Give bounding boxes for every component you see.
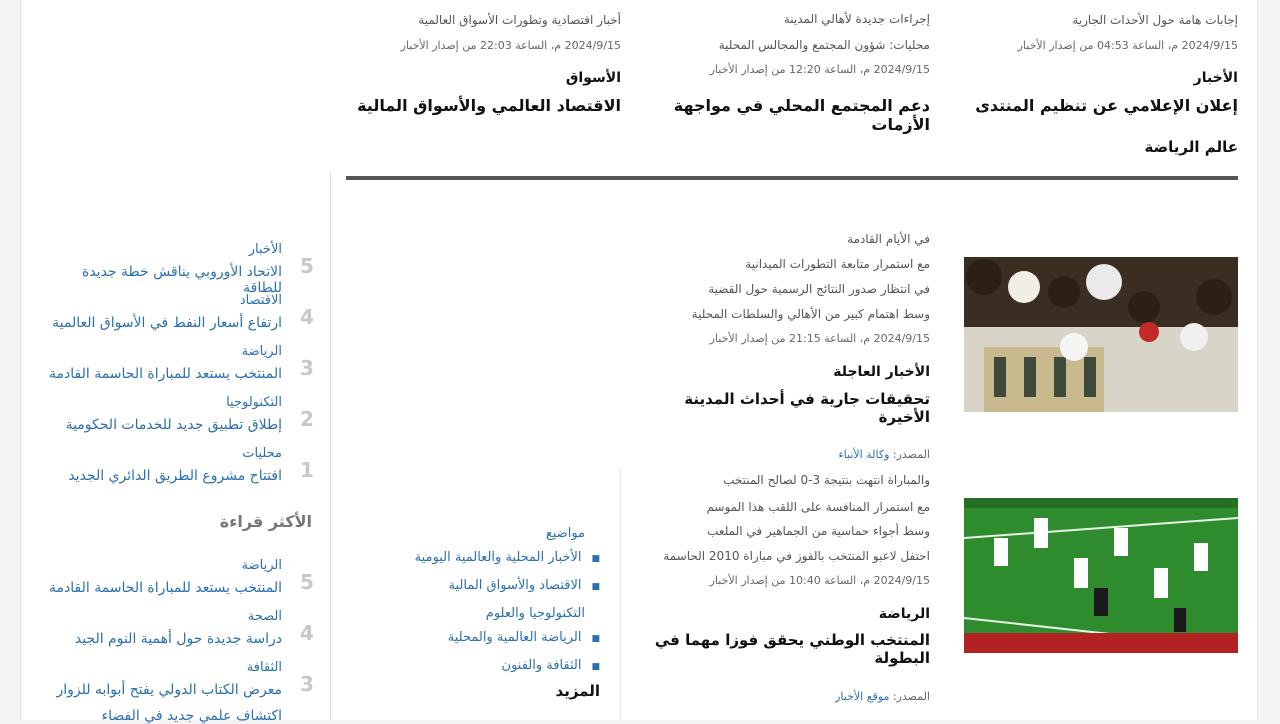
source-label: المصدر:: [892, 448, 930, 461]
tags-heading[interactable]: [380, 526, 585, 541]
rank-category[interactable]: محليات: [242, 446, 282, 461]
rank-number: 5: [300, 254, 314, 278]
feature-source: [640, 690, 930, 703]
article-kicker: الأخبار: [1193, 70, 1238, 86]
rank-number: 3: [300, 672, 314, 696]
rank-category[interactable]: الاقتصاد: [239, 293, 282, 308]
column-separator: [620, 468, 621, 720]
most-read-heading: الأكثر قراءة: [219, 512, 312, 531]
rank-category[interactable]: الصحة: [247, 609, 282, 624]
article-time: 2024/9/15 م، الساعة 04:53 من إصدار الأخبار: [1017, 39, 1238, 52]
feature-title[interactable]: المنتخب الوطني يحقق فوزا مهما في البطولة: [654, 631, 930, 667]
tag-item[interactable]: ■ الرياضة العالمية والمحلية: [370, 630, 600, 645]
rank-title[interactable]: المنتخب يستعد للمباراة الحاسمة القادمة: [49, 366, 282, 382]
rank-title[interactable]: اكتشاف علمي جديد في الفضاء: [101, 708, 282, 724]
rank-number: 3: [300, 356, 314, 380]
article-time: 2024/9/15 م، الساعة 12:20 من إصدار الأخبار: [709, 63, 930, 76]
feature-photo-football[interactable]: [964, 498, 1238, 653]
rank-title[interactable]: الاتحاد الأوروبي يناقش خطة جديدة للطاقة: [82, 264, 282, 296]
article-title[interactable]: دعم المجتمع المحلي في مواجهة الأزمات: [673, 96, 930, 134]
photo-football-image: [964, 498, 1238, 653]
rank-number: 4: [300, 621, 314, 645]
rank-title[interactable]: افتتاح مشروع الطريق الدائري الجديد: [68, 468, 282, 484]
article-desc: أخبار اقتصادية وتطورات الأسواق العالمية: [418, 13, 621, 27]
feature-line: في الأيام القادمة: [847, 232, 930, 246]
feature-title[interactable]: تحقيقات جارية في أحداث المدينة الأخيرة: [684, 390, 930, 426]
feature-time: 2024/9/15 م، الساعة 21:15 من إصدار الأخبار: [709, 332, 930, 345]
feature-line: مع استمرار المنافسة على اللقب هذا الموسم: [706, 500, 930, 514]
rank-category[interactable]: الرياضة: [241, 344, 282, 359]
section-divider: [346, 176, 1238, 180]
feature-source: [640, 448, 930, 461]
feature-line: وسط اهتمام كبير من الأهالي والسلطات المحلية: [691, 307, 930, 321]
feature-kicker: الرياضة: [878, 606, 930, 622]
rank-title[interactable]: دراسة جديدة حول أهمية النوم الجيد: [74, 631, 282, 647]
feature-line: والمباراة انتهت بنتيجة 3-0 لصالح المنتخب: [723, 473, 930, 487]
feature-line: في انتظار صدور النتائج الرسمية حول القضية: [708, 282, 930, 296]
rank-category[interactable]: الثقافة: [246, 660, 282, 675]
rank-title[interactable]: المنتخب يستعد للمباراة الحاسمة القادمة: [49, 580, 282, 596]
tag-item[interactable]: التكنولوجيا والعلوم: [485, 606, 585, 621]
article-title[interactable]: إعلان الإعلامي عن تنظيم المنتدى: [975, 96, 1238, 115]
feature-kicker: الأخبار العاجلة: [833, 364, 930, 380]
tag-item[interactable]: ■ الاقتصاد والأسواق المالية: [370, 578, 600, 593]
article-title[interactable]: الاقتصاد العالمي والأسواق المالية: [357, 96, 621, 115]
article-desc: إجابات هامة حول الأحداث الجارية: [1072, 13, 1238, 27]
photo-crowd-image: [964, 257, 1238, 412]
rank-category[interactable]: الأخبار: [248, 242, 282, 257]
feature-time: 2024/9/15 م، الساعة 10:40 من إصدار الأخبار: [709, 574, 930, 587]
rank-number: 1: [300, 458, 314, 482]
column-separator: [330, 172, 331, 720]
rank-number: 2: [300, 407, 314, 431]
rank-category[interactable]: التكنولوجيا: [226, 395, 282, 410]
feature-line: مع استمرار متابعة التطورات الميدانية: [745, 257, 930, 271]
article-desc: إجراءات جديدة لأهالي المدينة: [783, 12, 930, 26]
article-kicker: الأسواق: [565, 70, 621, 86]
feature-line: احتفل لاعبو المنتخب بالفوز في مباراة 2010 الحاسمة: [663, 549, 930, 563]
tag-item[interactable]: ■ الثقافة والفنون: [370, 658, 600, 673]
rank-category[interactable]: الرياضة: [241, 558, 282, 573]
rank-title[interactable]: ارتفاع أسعار النفط في الأسواق العالمية: [52, 315, 282, 331]
section-label[interactable]: عالم الرياضة: [1144, 138, 1238, 156]
source-link[interactable]: موقع الأخبار: [835, 690, 890, 703]
article-desc: محليات: شؤون المجتمع والمجالس المحلية: [718, 38, 930, 52]
rank-number: 4: [300, 305, 314, 329]
rank-number: 5: [300, 570, 314, 594]
article-time: 2024/9/15 م، الساعة 22:03 من إصدار الأخبار: [400, 39, 621, 52]
feature-line: وسط أجواء حماسية من الجماهير في الملعب: [707, 524, 930, 538]
rank-title[interactable]: إطلاق تطبيق جديد للخدمات الحكومية: [65, 417, 282, 433]
tag-item[interactable]: ■ الأخبار المحلية والعالمية اليومية: [370, 550, 600, 565]
source-link[interactable]: وكالة الأنباء: [838, 448, 890, 461]
tags-heading-link[interactable]: مواضيع: [545, 526, 585, 541]
source-label: المصدر:: [892, 690, 930, 703]
feature-photo-crowd[interactable]: [964, 257, 1238, 412]
tags-footer[interactable]: المزيد: [555, 682, 600, 700]
rank-title[interactable]: معرض الكتاب الدولي يفتح أبوابه للزوار: [56, 682, 282, 698]
